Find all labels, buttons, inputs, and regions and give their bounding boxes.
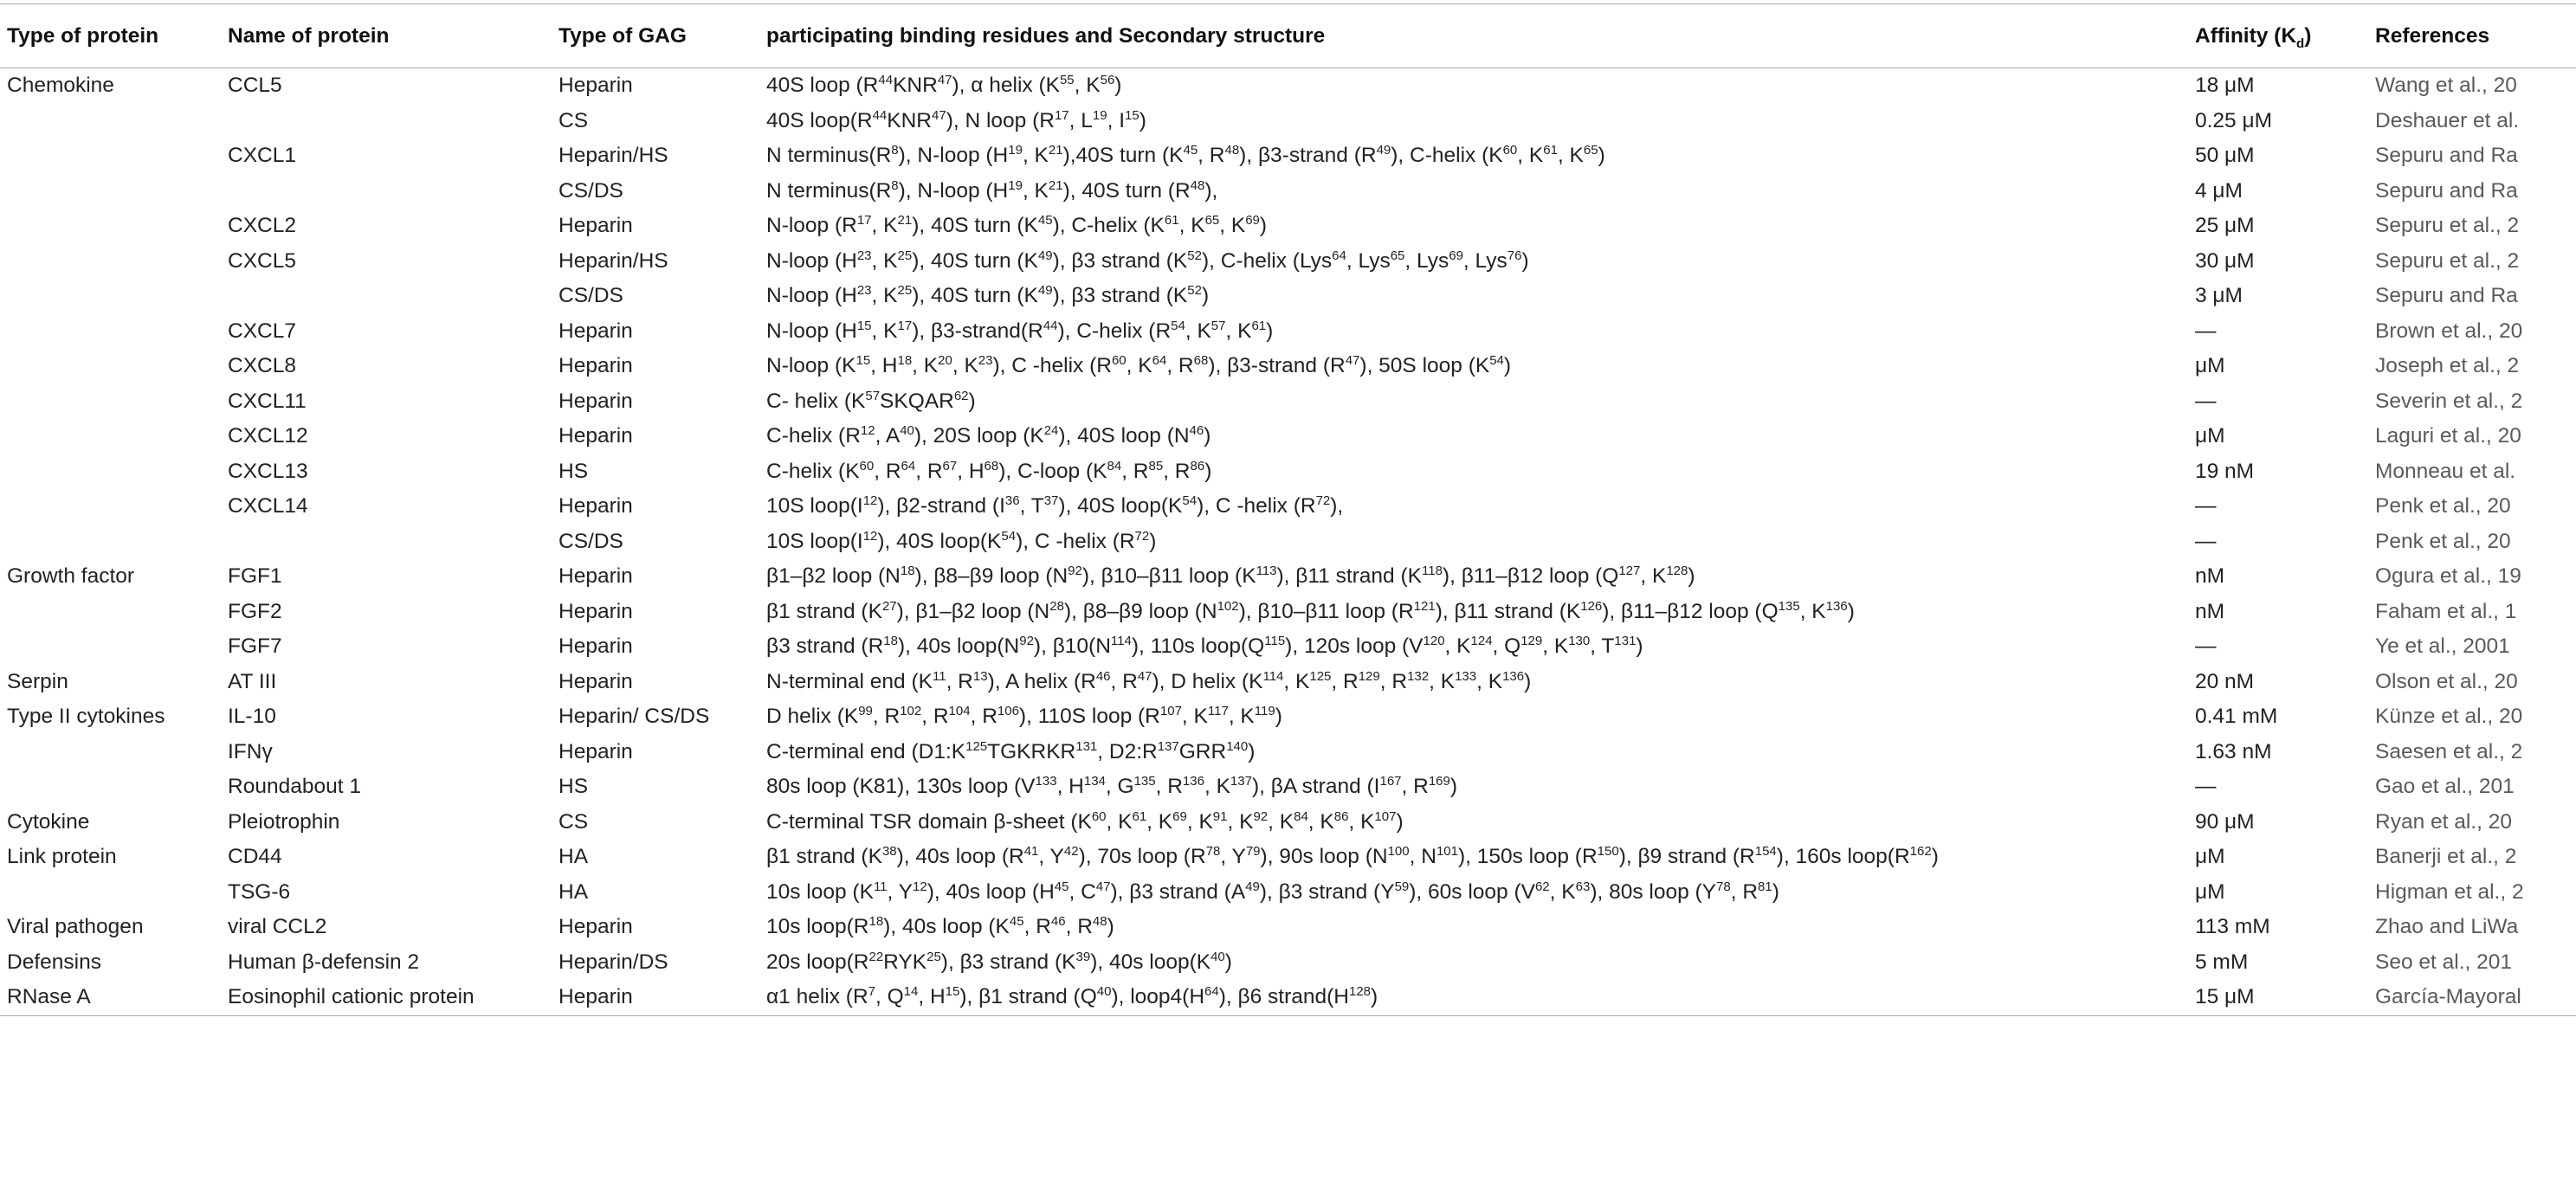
cell-type-of-gag: CS [558, 108, 589, 132]
cell-type-of-protein [0, 104, 221, 139]
cell-affinity: μM [2195, 354, 2225, 378]
cell-type-of-gag: HA [558, 845, 589, 869]
cell-binding-residues: β1 strand $(K^{27})$, β1–β2 loop $(N^{28})$, β8–β9 loop $(N^{102})$, β10–β11 loop $(R^{121})$, β11 strand $(K^{126})$, β11–β12 loop ($Q^{135}$, $K^{136}$) [766, 598, 1855, 623]
cell-name-of-protein: CXCL2 [228, 214, 296, 238]
cell-type-of-gag: Heparin [558, 599, 633, 623]
cell-affinity: μM [2195, 845, 2225, 869]
cell-type-of-gag: Heparin [558, 915, 633, 939]
cell-binding-residues: 10s loop ($K^{11}$, $Y^{12}$), 40s loop ($H^{45}$, $C^{47}$), β3 strand $(A^{49})$, β3 strand $(Y^{59})$, 60s loop ($V^{62}$, $K^{63}$), 80s loop ($Y^{78}$, $R^{81}$) [766, 879, 1779, 904]
cell-type-of-gag: Heparin [558, 739, 633, 763]
cell-type-of-gag: Heparin/DS [558, 950, 668, 974]
cell-reference: Saesen et al., 2 [2375, 739, 2523, 763]
cell-type-of-protein [0, 349, 221, 384]
cell-reference: Penk et al., 20 [2375, 529, 2511, 553]
cell-type-of-protein [0, 138, 221, 174]
cell-reference: Ye et al., 2001 [2375, 634, 2510, 659]
cell-binding-residues: N-loop ($H^{23}$, $K^{25}$), 40S turn $(K^{49})$, β3 strand $(K^{52})$, C-helix (Lys$^{64}$, Lys$^{65}$, Lys$^{69}$, Lys$^{76}$) [766, 248, 1529, 273]
cell-type-of-protein [0, 384, 221, 420]
cell-binding-residues: 10s $loop(R^{18})$, 40s loop ($K^{45}$, $R^{46}$, $R^{48}$) [766, 914, 1114, 939]
cell-type-of-gag: Heparin [558, 564, 633, 589]
cell-name-of-protein: TSG-6 [228, 879, 291, 904]
header-type-of-protein: Type of protein [0, 4, 221, 68]
cell-binding-residues: N $terminus(R^8)$, N-loop ($H^{19}$, $K^{21}),40S$ turn ($K^{45}$, $R^{48}$), β3-strand $(R^{49})$, C-helix ($K^{60}$, $K^{61}$, $K^{65}$) [766, 143, 1605, 168]
cell-affinity: 30 μM [2195, 248, 2255, 273]
cell-name-of-protein: Roundabout 1 [228, 775, 361, 799]
cell-type-of-protein: Link protein [7, 845, 117, 869]
cell-name-of-protein: viral CCL2 [228, 915, 327, 939]
cell-binding-residues: C-terminal TSR domain β-sheet ($K^{60}$, $K^{61}$, $K^{69}$, $K^{91}$, $K^{92}$, $K^{84}$, $K^{86}$, $K^{107}$) [766, 808, 1404, 834]
cell-type-of-protein [0, 419, 221, 454]
table-row [0, 875, 2576, 911]
cell-binding-residues: 80s loop (K81), 130s loop ($V^{133}$, $H^{134}$, $G^{135}$, $R^{136}$, $K^{137}$), βA strand ($I^{167}$, $R^{169}$) [766, 774, 1458, 799]
cell-type-of-protein [0, 629, 221, 665]
cell-type-of-protein [0, 174, 221, 209]
cell-name-of-protein: CCL5 [228, 74, 282, 98]
table-row [0, 244, 2576, 280]
cell-affinity: 1.63 nM [2195, 739, 2272, 763]
cell-binding-residues: D helix ($K^{99}$, $R^{102}$, $R^{104}$, $R^{106}$), 110S loop ($R^{107}$, $K^{117}$, $K^{119}$) [766, 704, 1282, 729]
header-binding-residues: participating binding residues and Secondary structure [759, 4, 2188, 68]
cell-affinity: 20 nM [2195, 669, 2255, 693]
table-row [0, 595, 2576, 630]
cell-reference: Higman et al., 2 [2375, 879, 2524, 904]
cell-type-of-gag: HS [558, 459, 589, 483]
cell-affinity: 5 mM [2195, 950, 2249, 974]
table-row [0, 174, 2576, 209]
table-row [0, 104, 2576, 139]
cell-name-of-protein: FGF2 [228, 599, 282, 623]
cell-reference: Seo et al., 201 [2375, 950, 2513, 974]
cell-binding-residues: 40S $loop(R^{44}KNR^{47})$, N loop ($R^{17}$, $L^{19}$, $I^{15}$) [766, 107, 1146, 132]
cell-affinity: — [2195, 494, 2217, 518]
header-references: References [2368, 4, 2576, 68]
cell-binding-residues: C-helix ($K^{60}$, $R^{64}$, $R^{67}$, $H^{68}$), C-loop ($K^{84}$, $R^{85}$, $R^{86}$) [766, 458, 1212, 483]
cell-affinity: — [2195, 634, 2217, 659]
cell-type-of-protein: Chemokine [7, 74, 114, 98]
table-header-row [0, 4, 2576, 68]
cell-type-of-protein: Serpin [7, 669, 68, 693]
cell-binding-residues: N-loop ($K^{15}$, $H^{18}$, $K^{20}$, $K^{23}$), C -helix ($R^{60}$, $K^{64}$, $R^{68}$), β3-strand $(R^{47})$, 50S loop $(K^{54})$ [766, 353, 1512, 378]
cell-type-of-protein [0, 525, 221, 560]
cell-type-of-protein [0, 489, 221, 525]
table-row [0, 314, 2576, 350]
cell-type-of-protein [0, 735, 221, 770]
cell-binding-residues: β1 strand $(K^{38})$, 40s loop ($R^{41}$, $Y^{42}$), 70s loop ($R^{78}$, $Y^{79}$), 90s loop ($N^{100}$, $N^{101}$), 150s loop $(R^{150})$, β9 strand $(R^{154})$, 160s $loop(R^{162})$ [766, 844, 1939, 869]
cell-name-of-protein: FGF7 [228, 634, 282, 659]
cell-reference: Sepuru et al., 2 [2375, 248, 2520, 273]
table-row [0, 138, 2576, 174]
cell-reference: Sepuru and Ra [2375, 284, 2518, 308]
cell-name-of-protein [221, 174, 552, 209]
cell-reference: Sepuru et al., 2 [2375, 214, 2520, 238]
cell-reference: Brown et al., 20 [2375, 319, 2523, 343]
cell-type-of-protein: Cytokine [7, 809, 90, 834]
cell-affinity: 25 μM [2195, 214, 2255, 238]
cell-binding-residues: N-loop ($R^{17}$, $K^{21}$), 40S turn $(K^{45})$, C-helix ($K^{61}$, $K^{65}$, $K^{69}$) [766, 213, 1268, 238]
cell-type-of-gag: Heparin/ CS/DS [558, 705, 710, 729]
cell-affinity: nM [2195, 564, 2225, 589]
cell-type-of-protein [0, 314, 221, 350]
cell-binding-residues: N-loop ($H^{15}$, $K^{17}$), $\beta 3-strand(R^{44})$, C-helix ($R^{54}$, $K^{57}$, $K^{61}$) [766, 318, 1274, 343]
header-name-of-protein: Name of protein [221, 4, 552, 68]
cell-type-of-gag: CS/DS [558, 178, 623, 203]
cell-binding-residues: 10S $loop(I^{12})$, 40S $loop(K^{54})$, C -helix $(R^{72})$ [766, 528, 1157, 553]
table-row [0, 489, 2576, 525]
cell-binding-residues: N-terminal end ($K^{11}$, $R^{13}$), A helix ($R^{46}$, $R^{47}$), D helix ($K^{114}$, $K^{125}$, $R^{129}$, $R^{132}$, $K^{133}$, $K^{136}$) [766, 668, 1532, 693]
cell-affinity: 19 nM [2195, 459, 2255, 483]
cell-type-of-protein [0, 454, 221, 490]
cell-binding-residues: C-helix ($R^{12}$, $A^{40}$), 20S loop $(K^{24})$, 40S loop $(N^{46})$ [766, 423, 1211, 448]
cell-name-of-protein [221, 279, 552, 314]
cell-binding-residues: β1–β2 loop $(N^{18})$, β8–β9 loop $(N^{92})$, β10–β11 loop $(K^{113})$, β11 strand $(K^{118})$, β11–β12 loop ($Q^{127}$, $K^{128}$) [766, 564, 1695, 589]
table-row [0, 629, 2576, 665]
cell-name-of-protein: CXCL14 [228, 494, 308, 518]
cell-type-of-gag: Heparin [558, 494, 633, 518]
cell-reference: Wang et al., 20 [2375, 74, 2517, 98]
cell-type-of-gag: Heparin/HS [558, 248, 668, 273]
cell-name-of-protein: CXCL13 [228, 459, 308, 483]
cell-reference: Joseph et al., 2 [2375, 354, 2520, 378]
cell-reference: Künze et al., 20 [2375, 705, 2523, 729]
table-row [0, 735, 2576, 770]
cell-reference: Faham et al., 1 [2375, 599, 2517, 623]
cell-binding-residues: β3 strand $(R^{18})$, 40s $loop(N^{92})$, $\beta 10(N^{114})$, 110s $loop(Q^{115})$, 120s loop ($V^{120}$, $K^{124}$, $Q^{129}$, $K^{130}$, $T^{131}$) [766, 634, 1643, 659]
cell-binding-residues: C-terminal end ($D1:K^{125}TGKRKR^{131}$, $D2:R^{137}GRR^{140}$) [766, 738, 1256, 763]
cell-type-of-gag: Heparin [558, 319, 633, 343]
cell-reference: Sepuru and Ra [2375, 144, 2518, 168]
cell-type-of-protein: Growth factor [7, 564, 135, 589]
cell-type-of-gag: Heparin [558, 214, 633, 238]
cell-type-of-protein [0, 244, 221, 280]
header-type-of-gag: Type of GAG [552, 4, 759, 68]
cell-type-of-protein: Viral pathogen [7, 915, 144, 939]
cell-name-of-protein: Eosinophil cationic protein [221, 980, 552, 1015]
cell-name-of-protein [221, 104, 552, 139]
cell-type-of-gag: CS/DS [558, 529, 623, 553]
cell-affinity: 15 μM [2188, 980, 2368, 1015]
table-row [0, 419, 2576, 454]
cell-name-of-protein: CXCL5 [228, 248, 296, 273]
cell-affinity: 18 μM [2195, 74, 2255, 98]
cell-binding-residues: 20s $loop(R^{22}RYK^{25})$, β3 strand $(K^{39})$, 40s $loop(K^{40})$ [766, 949, 1232, 974]
cell-type-of-gag: HS [558, 775, 589, 799]
cell-type-of-protein [0, 595, 221, 630]
cell-binding-residues: 10S $loop(I^{12})$, β2-strand ($I^{36}$, $T^{37}$), 40S $loop(K^{54})$, C -helix $(R^{72})$, [766, 493, 1344, 518]
cell-type-of-gag: Heparin [558, 354, 633, 378]
cell-binding-residues: 40S loop $(R^{44}KNR^{47})$, α helix ($K^{55}$, $K^{56}$) [766, 73, 1122, 98]
table-row [0, 349, 2576, 384]
cell-name-of-protein: CXCL11 [228, 389, 307, 413]
cell-reference: Deshauer et al. [2375, 108, 2520, 132]
cell-reference: Monneau et al. [2375, 459, 2516, 483]
cell-binding-residues: N $terminus(R^8)$, N-loop ($H^{19}$, $K^{21}$), 40S turn $(R^{48})$, [766, 177, 1218, 203]
table-row [0, 910, 2576, 945]
table-row [0, 454, 2576, 490]
cell-binding-residues: C- helix $(K^{57}SKQAR^{62})$ [766, 388, 976, 413]
cell-name-of-protein: Human β-defensin 2 [228, 950, 420, 974]
cell-reference: Sepuru and Ra [2375, 178, 2518, 203]
cell-affinity: — [2195, 319, 2217, 343]
cell-affinity: 113 mM [2195, 915, 2270, 939]
cell-affinity: 0.41 mM [2195, 705, 2278, 729]
cell-reference: Zhao and LiWa [2375, 915, 2519, 939]
table-row [0, 840, 2576, 875]
cell-reference: Ogura et al., 19 [2375, 564, 2521, 589]
gag-binding-table [0, 3, 2576, 1016]
table-row [0, 805, 2576, 841]
cell-name-of-protein: CXCL12 [228, 424, 308, 448]
cell-name-of-protein: Pleiotrophin [228, 809, 340, 834]
cell-affinity: 0.25 μM [2195, 108, 2273, 132]
cell-type-of-gag: Heparin [558, 424, 633, 448]
cell-binding-residues: α1 helix ($R^7$, $Q^{14}$, $H^{15}$), β1 strand $(Q^{40})$, $loop4(H^{64})$, β6 $strand(H^{128})$ [759, 980, 2188, 1015]
table-row [0, 68, 2576, 104]
cell-name-of-protein: CD44 [228, 845, 282, 869]
cell-type-of-gag: Heparin/HS [558, 144, 668, 168]
cell-type-of-protein: Defensins [7, 950, 101, 974]
cell-reference: Banerji et al., 2 [2375, 845, 2517, 869]
header-affinity-subscript: d [2296, 35, 2305, 51]
cell-affinity: nM [2195, 599, 2225, 623]
cell-type-of-gag: Heparin [558, 74, 633, 98]
cell-reference: Ryan et al., 20 [2375, 809, 2512, 834]
cell-affinity: 50 μM [2195, 144, 2255, 168]
cell-reference: Olson et al., 20 [2375, 669, 2518, 693]
cell-affinity: — [2195, 389, 2217, 413]
cell-name-of-protein: AT III [228, 669, 277, 693]
table-row [0, 384, 2576, 420]
cell-affinity: μM [2195, 424, 2225, 448]
table-body [0, 68, 2576, 1016]
cell-type-of-protein [0, 875, 221, 911]
cell-reference: Penk et al., 20 [2375, 494, 2511, 518]
table-row [0, 770, 2576, 805]
header-affinity [2188, 4, 2368, 68]
cell-reference: García-Mayoral [2368, 980, 2576, 1015]
cell-affinity: 3 μM [2195, 284, 2243, 308]
cell-reference: Severin et al., 2 [2375, 389, 2523, 413]
cell-type-of-protein [0, 279, 221, 314]
cell-name-of-protein: FGF1 [228, 564, 282, 589]
cell-binding-residues: N-loop ($H^{23}$, $K^{25}$), 40S turn $(K^{49})$, β3 strand $(K^{52})$ [766, 283, 1210, 308]
cell-type-of-gag: Heparin [558, 389, 633, 413]
cell-type-of-gag: Heparin [552, 980, 759, 1015]
cell-name-of-protein: IL-10 [228, 705, 276, 729]
table-row [0, 980, 2576, 1015]
cell-type-of-protein [0, 770, 221, 805]
cell-affinity: 4 μM [2195, 178, 2243, 203]
cell-reference: Laguri et al., 20 [2375, 424, 2521, 448]
table-row [0, 665, 2576, 700]
cell-type-of-protein: Type II cytokines [7, 705, 165, 729]
header-affinity-label: Affinity (K [2195, 23, 2297, 48]
cell-name-of-protein: IFNγ [228, 739, 273, 763]
cell-type-of-gag: CS/DS [558, 284, 623, 308]
header-affinity-close: ) [2304, 23, 2312, 48]
cell-affinity: 90 μM [2195, 809, 2255, 834]
cell-type-of-gag: CS [558, 809, 589, 834]
table-row [0, 279, 2576, 314]
cell-affinity: μM [2195, 879, 2225, 904]
cell-name-of-protein [221, 525, 552, 560]
cell-type-of-protein: RNase A [0, 980, 221, 1015]
table-row [0, 559, 2576, 595]
cell-reference: Gao et al., 201 [2375, 775, 2515, 799]
table-row [0, 525, 2576, 560]
cell-name-of-protein: CXCL7 [228, 319, 296, 343]
cell-name-of-protein: CXCL8 [228, 354, 296, 378]
cell-affinity: — [2195, 775, 2217, 799]
cell-type-of-gag: Heparin [558, 634, 633, 659]
cell-type-of-gag: HA [558, 879, 589, 904]
cell-type-of-protein [0, 209, 221, 244]
cell-type-of-gag: Heparin [558, 669, 633, 693]
cell-affinity: — [2195, 529, 2217, 553]
table-row [0, 699, 2576, 735]
cell-name-of-protein: CXCL1 [228, 144, 296, 168]
table-row [0, 945, 2576, 981]
table-row [0, 209, 2576, 244]
